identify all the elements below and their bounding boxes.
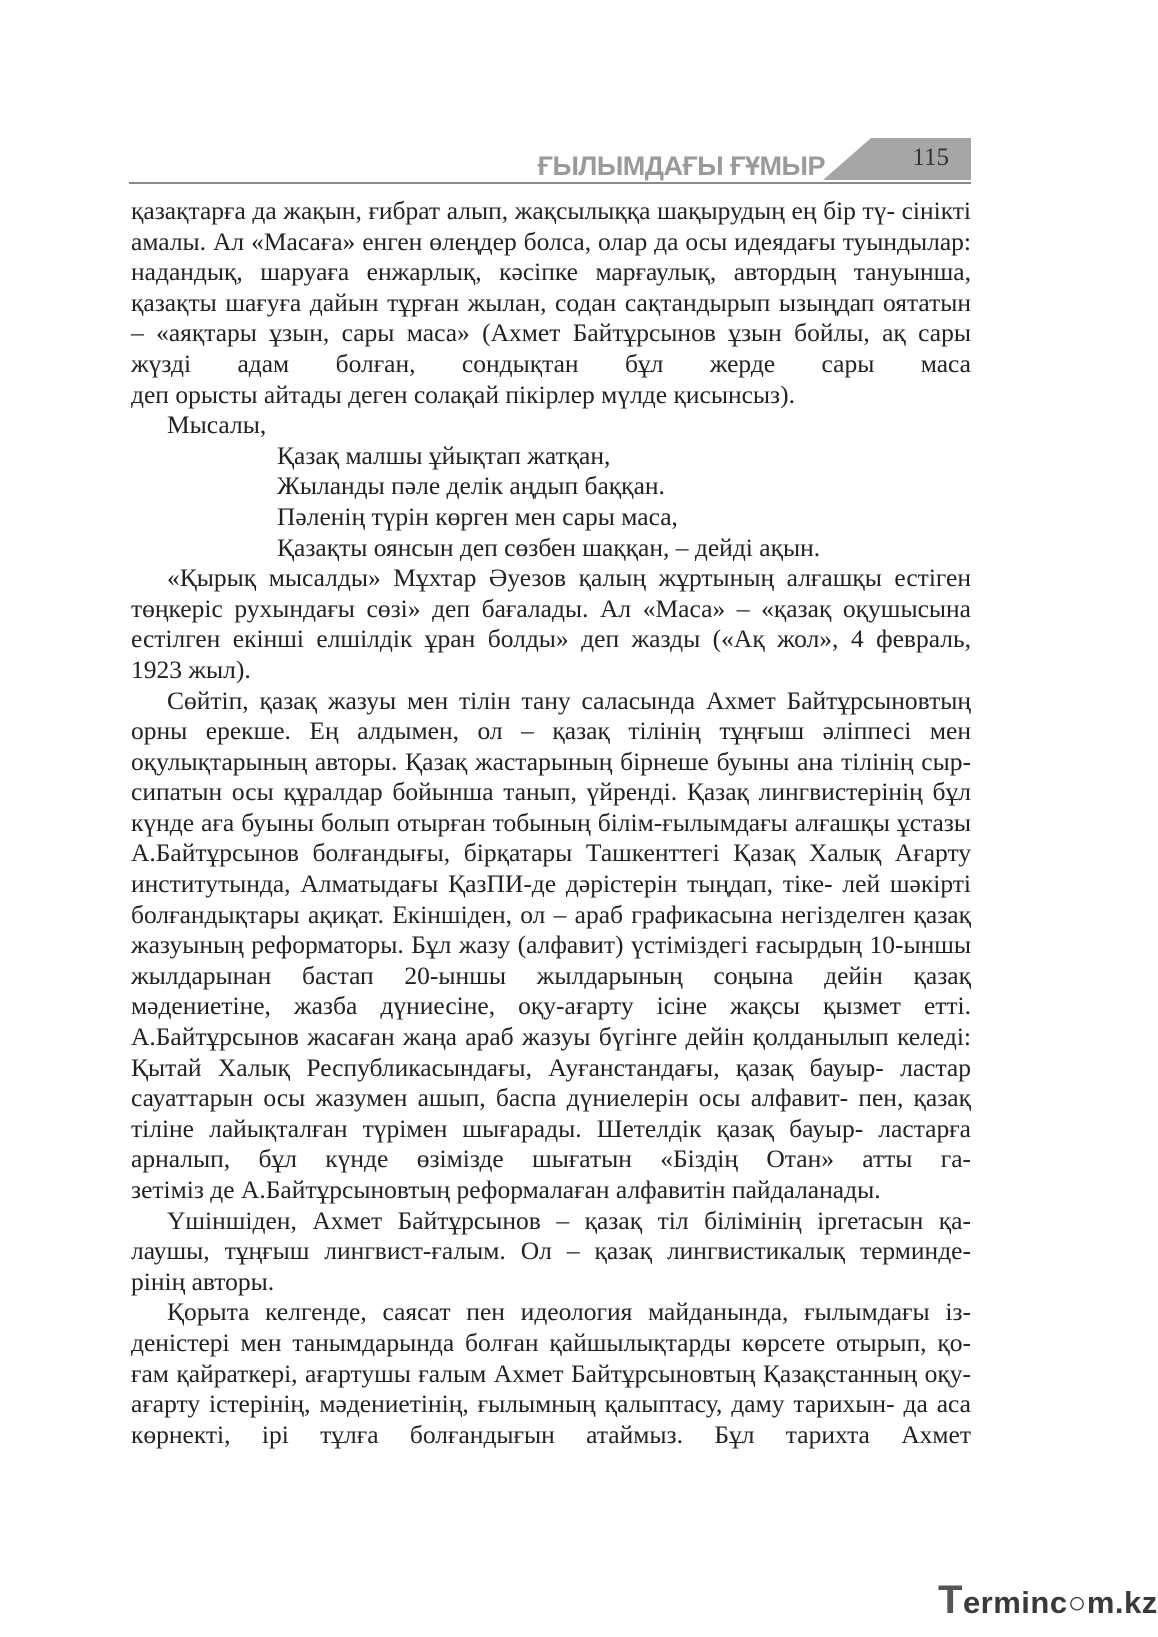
paragraph-4 [131,1206,971,1267]
paragraph-1-end [131,380,971,411]
text-line: етті. А.Байтұрсынов жасаған жаңа араб жазуы бүгінге дейін қолданылып [131,991,972,1052]
header-rule [129,182,971,184]
paragraph-2-end [131,655,971,686]
text-line: Ағарту институтында, Алматыдағы ҚазПИ-де дәрістерін тыңдап, тіке- [131,838,972,899]
text-line: рінің авторы. [131,1266,275,1296]
text-line: төңкеріс рухындағы сөзі» деп бағалады. Ал «Маса» – «қазақ оқушысына [131,593,971,623]
text-line: «Қырық мысалды» Мұхтар Әуезов қалың жұртының алғашқы естіген [167,563,971,593]
page-body [131,196,971,1450]
text-line: 1923 жыл). [131,654,251,684]
text-line: зетіміз де А.Байтұрсыновтың реформалаған алфавитін пайдаланады. [131,1175,881,1204]
poem-line: Қазақ малшы ұйықтап жатқан, [277,440,611,470]
magnifier-icon: ○ [1067,1585,1087,1620]
paragraph-4-end [131,1267,971,1298]
text-line: келеді: Қытай Халық Республикасындағы, Ауғанстандағы, қазақ бауыр- [131,1022,972,1082]
text-line: ластар сауаттарын осы жазумен ашып, баспа дүниелерін осы алфавит- [131,1052,971,1113]
page-number: 115 [912,144,949,171]
text-line: деністері мен танымдарында болған қайшылықтарды көрсете отырып, қо- [131,1327,971,1357]
text-line: орны ерекше. Ең алдымен, ол – қазақ тілінің тұңғыш әліппесі мен [131,716,971,746]
text-line: ғасырдың 10-ыншы жылдарынан бастап 20-ыншы жылдарының соңына [131,930,972,990]
watermark-domain: m.kz [1086,1585,1158,1620]
text-line: ұзын бойлы, ақ сары жүзді адам болған, сондықтан бұл жерде сары маса [131,318,972,378]
text-line: дейін қазақ мәдениетіне, жазба дүниесіне, оқу-ағарту ісіне жақсы қызмет [131,960,971,1021]
text-line: естілген екінші елшілдік ұран болды» деп жазды («Ақ жол», 4 февраль, [131,624,971,654]
text-line: оқу-ағарту істерінің, мәдениетінің, ғылымның қалыптасу, даму тарихын- [131,1358,971,1419]
paragraph-1 [131,196,971,380]
text-line: да аса көрнекті, ірі тұлға болғандығын атаймыз. Бұл тарихта Ахмет [131,1389,972,1449]
text-line: сінікті амалы. Ал «Масаға» енген өлеңдер болса, олар да осы идеядағы [131,196,972,256]
watermark-text: erminc [962,1585,1068,1620]
text-line: пен, қазақ тіліне лайықталған түрімен шығарады. Шетелдік қазақ бауыр- [131,1083,972,1143]
poem-quote [277,441,971,563]
text-line: Сөйтіп, қазақ жазуы мен тілін тану саласында Ахмет Байтұрсыновтың [167,685,971,715]
text-line: Қорыта келгенде, саясат пен идеология майданында, ғылымдағы із- [167,1297,971,1327]
text-line: лаушы, тұңғыш лингвист-ғалым. Ол – қазақ лингвистикалық терминде- [131,1236,971,1266]
text-line: ластарға арналып, бұл күнде өзімізде шығатын «Біздің Отан» атты га- [131,1113,971,1174]
poem-line: Пәленің түрін көрген мен сары маса, [277,501,678,531]
text-line: Үшіншіден, Ахмет Байтұрсынов – қазақ тіл білімінің іргетасын қа- [167,1205,971,1235]
paragraph-2 [131,563,971,655]
text-line: қазақтарға да жақын, ғибрат алып, жақсылыққа шақырудың ең бір тү- [131,196,895,225]
paragraph-3 [131,686,971,1176]
poem-line: Қазақты оянсын деп сөзбен шаққан, – дейді ақын. [277,532,821,562]
poem-line: Жыланды пәле делік аңдып баққан. [277,471,665,501]
site-watermark [938,1578,1158,1623]
paragraph-3-end [131,1175,971,1206]
text-line: оқулықтарының авторы. Қазақ жастарының бірнеше буыны ана тілінің [131,746,914,776]
text-line: тануынша, қазақты шағуға дайын тұрған жылан, содан сақтандырып [131,257,971,317]
text-line: туындылар: надандық, шаруаға енжарлық, кәсіпке марғаулық, автордың [131,226,972,287]
text-line: ызыңдап оятатын – «аяқтары ұзын, сары маса» (Ахмет Байтұрсынов [131,287,971,348]
text-line: лей шәкірті болғандықтары ақиқат. Екіншіден, ол – араб графикасына [131,869,971,929]
example-label: Мысалы, [167,410,267,440]
text-line: деп орысты айтады деген солақай пікірлер мүлде қисынсыз). [131,379,795,409]
text-line: сыр-сипатын осы құралдар бойынша танып, үйренді. Қазақ лингвистерінің [131,746,971,807]
text-line: негізделген қазақ жазуының реформаторы. Бұл жазу (алфавит) үстіміздегі [131,899,971,960]
page-number-tab [823,138,971,180]
text-line: ғам қайраткері, ағартушы ғалым Ахмет Байтұрсыновтың Қазақстанның [131,1358,918,1388]
paragraph-5 [131,1297,971,1450]
running-header-title: ҒЫЛЫМДАҒЫ ҒҰМЫР [537,151,825,181]
watermark-first-letter: T [938,1578,963,1622]
text-line: бұл күнде аға буыны болып отырған тобының білім-ғылымдағы алғашқы [131,777,971,837]
text-line: ұстазы А.Байтұрсынов болғандығы, бірқатары Ташкенттегі Қазақ Халық [131,807,972,868]
page-header [129,138,971,186]
